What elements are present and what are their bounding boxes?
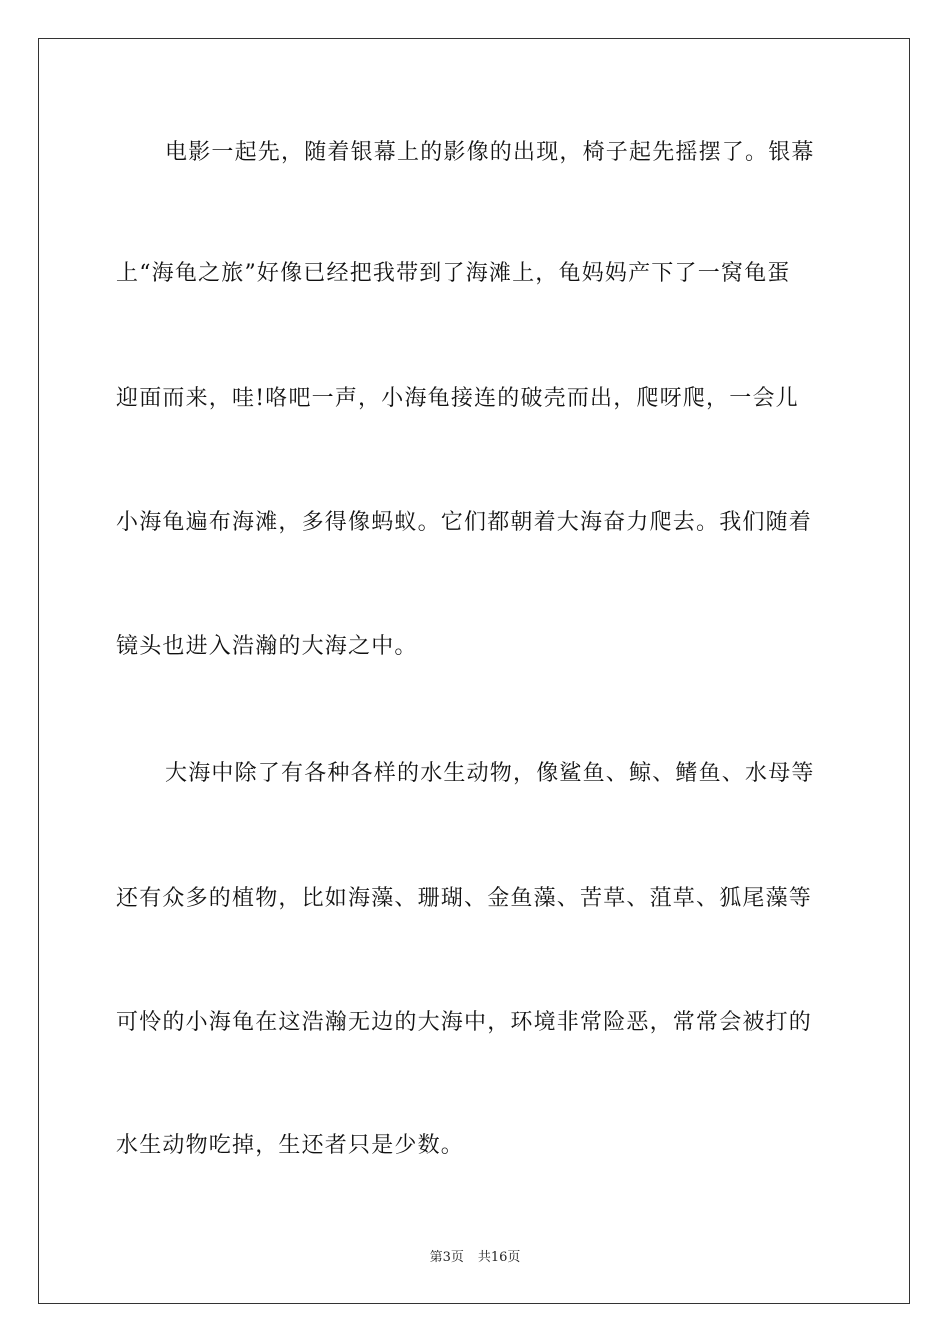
- paragraph-1-line-5: 镜头也进入浩瀚的大海之中。: [116, 634, 418, 659]
- paragraph-2-line-4: 水生动物吃掉，生还者只是少数。: [116, 1133, 465, 1158]
- paragraph-1-line-3: 迎面而来，哇!咯吧一声，小海龟接连的破壳而出，爬呀爬，一会儿: [116, 386, 799, 411]
- paragraph-1-line-2: 上“海龟之旅”好像已经把我带到了海滩上，龟妈妈产下了一窝龟蛋: [116, 261, 791, 286]
- paragraph-1-line-4: 小海龟遍布海滩，多得像蚂蚁。它们都朝着大海奋力爬去。我们随着: [116, 510, 813, 535]
- paragraph-2-line-3: 可怜的小海龟在这浩瀚无边的大海中，环境非常险恶，常常会被打的: [116, 1010, 813, 1035]
- paragraph-2-line-1: 大海中除了有各种各样的水生动物，像鲨鱼、鲸、鳍鱼、水母等: [165, 761, 815, 786]
- paragraph-1-line-1: 电影一起先，随着银幕上的影像的出现，椅子起先摇摆了。银幕: [165, 140, 815, 165]
- page-number: 第3页: [429, 1250, 464, 1265]
- page-footer: [0, 1246, 950, 1265]
- page-border: [38, 38, 910, 1304]
- total-pages: 共16页: [477, 1250, 521, 1265]
- paragraph-2-line-2: 还有众多的植物，比如海藻、珊瑚、金鱼藻、苦草、菹草、狐尾藻等: [116, 886, 813, 911]
